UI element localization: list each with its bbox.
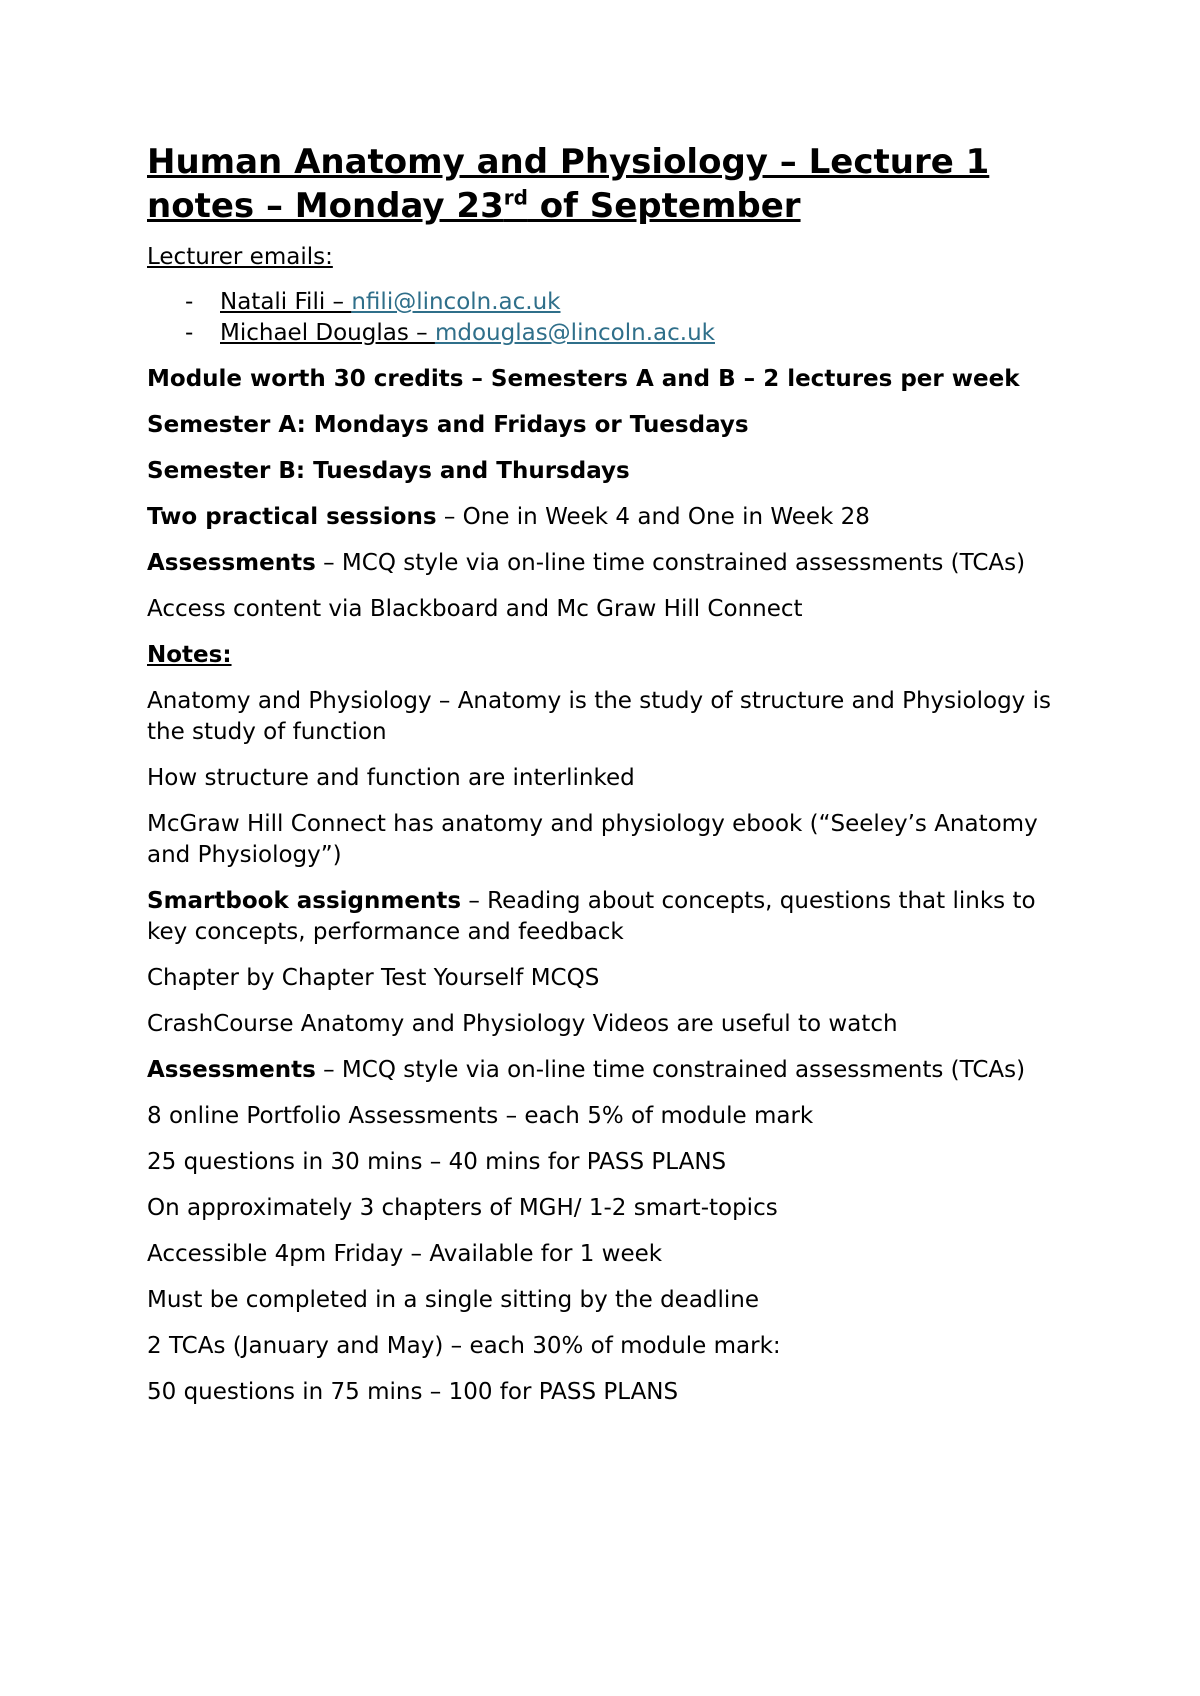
notes-heading: Notes: bbox=[147, 642, 232, 668]
practical-sessions-line: Two practical sessions – One in Week 4 and One in Week 28 bbox=[147, 504, 870, 530]
lecturer-emails-label: Lecturer emails: bbox=[147, 244, 333, 270]
lecturer-email-link[interactable]: nfili@lincoln.ac.uk bbox=[351, 289, 561, 315]
single-sitting-line: Must be completed in a single sitting by the deadline bbox=[147, 1287, 760, 1313]
accessible-line: Accessible 4pm Friday – Available for 1 week bbox=[147, 1241, 663, 1267]
bullet-dash: - bbox=[185, 320, 194, 346]
questions-25-line: 25 questions in 30 mins – 40 mins for PASS PLANS bbox=[147, 1149, 727, 1175]
document-title bbox=[147, 140, 1067, 228]
lecturer-item bbox=[147, 287, 1067, 318]
portfolio-line: 8 online Portfolio Assessments – each 5% of module mark bbox=[147, 1103, 814, 1129]
lecturer-item bbox=[147, 318, 1067, 349]
module-credits-line: Module worth 30 credits – Semesters A and B – 2 lectures per week bbox=[147, 366, 1020, 392]
chapter-test-line: Chapter by Chapter Test Yourself MCQS bbox=[147, 965, 600, 991]
assessments-line: Assessments – MCQ style via on-line time constrained assessments (TCAs) bbox=[147, 550, 1026, 576]
crashcourse-line: CrashCourse Anatomy and Physiology Videos are useful to watch bbox=[147, 1011, 898, 1037]
chapters-3-line: On approximately 3 chapters of MGH/ 1-2 smart-topics bbox=[147, 1195, 778, 1221]
smartbook-line: Smartbook assignments – Reading about concepts, questions that links to key concepts, performance and feedback bbox=[147, 888, 1036, 945]
bullet-dash: - bbox=[185, 289, 194, 315]
title-text: Human Anatomy and Physiology – Lecture 1 notes – Monday 23 bbox=[147, 142, 990, 226]
assessments-line-2: Assessments – MCQ style via on-line time constrained assessments (TCAs) bbox=[147, 1057, 1026, 1083]
semester-a-line: Semester A: Mondays and Fridays or Tuesdays bbox=[147, 412, 749, 438]
mcgraw-ebook-line: McGraw Hill Connect has anatomy and physiology ebook (“Seeley’s Anatomy and Physiology”) bbox=[147, 811, 1038, 868]
lecturer-name: Natali Fili – bbox=[220, 289, 352, 315]
access-content-line: Access content via Blackboard and Mc Graw Hill Connect bbox=[147, 596, 803, 622]
lecturer-email-link[interactable]: mdouglas@lincoln.ac.uk bbox=[434, 320, 715, 346]
semester-b-line: Semester B: Tuesdays and Thursdays bbox=[147, 458, 630, 484]
document-page bbox=[147, 140, 1067, 1423]
questions-50-line: 50 questions in 75 mins – 100 for PASS PLANS bbox=[147, 1379, 679, 1405]
lecturer-list bbox=[147, 287, 1067, 349]
lecturer-name: Michael Douglas – bbox=[220, 320, 435, 346]
interlinked-line: How structure and function are interlinked bbox=[147, 765, 635, 791]
tcas-line: 2 TCAs (January and May) – each 30% of module mark: bbox=[147, 1333, 781, 1359]
title-superscript: rd bbox=[503, 185, 528, 210]
anatomy-definition-line: Anatomy and Physiology – Anatomy is the study of structure and Physiology is the study of function bbox=[147, 688, 1051, 745]
title-text-end: of September bbox=[527, 186, 801, 226]
